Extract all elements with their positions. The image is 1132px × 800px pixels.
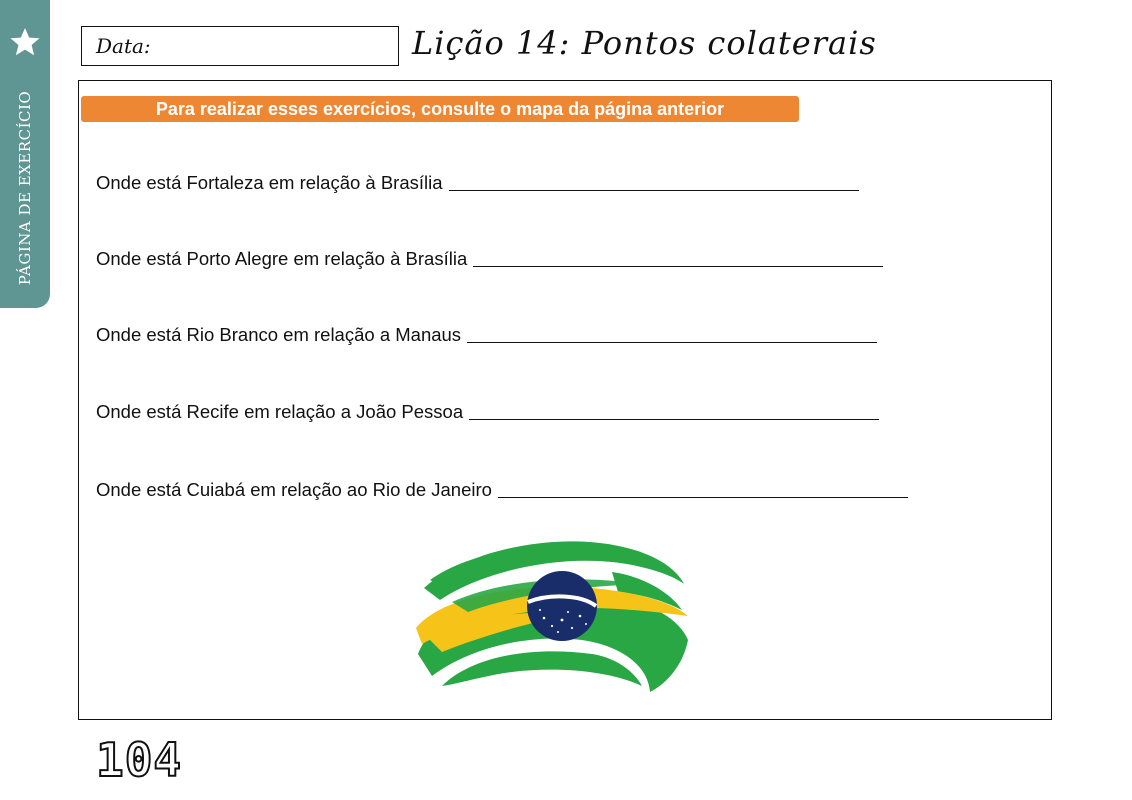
sidebar-label: PÁGINA DE EXERCÍCIO <box>16 90 34 286</box>
answer-line[interactable] <box>449 189 859 191</box>
instruction-banner: Para realizar esses exercícios, consulte o mapa da página anterior <box>81 96 799 122</box>
brazil-flag-brush-icon <box>412 536 696 696</box>
page-number: 104 <box>96 733 183 787</box>
page-title: Lição 14: Pontos colaterais <box>412 24 877 62</box>
question-text: Onde está Rio Branco em relação a Manaus <box>96 324 462 345</box>
star-icon <box>9 26 41 58</box>
date-field[interactable] <box>81 26 399 66</box>
question-5 <box>96 477 908 501</box>
question-2 <box>96 246 883 270</box>
answer-line[interactable] <box>469 418 879 420</box>
question-4 <box>96 399 879 423</box>
answer-line[interactable] <box>467 341 877 343</box>
date-label: Data: <box>96 34 151 58</box>
question-1 <box>96 170 859 194</box>
question-3 <box>96 322 877 346</box>
answer-line[interactable] <box>473 265 883 267</box>
answer-line[interactable] <box>498 496 908 498</box>
question-text: Onde está Fortaleza em relação à Brasília <box>96 172 443 193</box>
question-text: Onde está Recife em relação a João Pessoa <box>96 401 464 422</box>
sidebar-tab <box>0 0 50 308</box>
question-text: Onde está Porto Alegre em relação à Brasília <box>96 248 468 269</box>
question-text: Onde está Cuiabá em relação ao Rio de Janeiro <box>96 479 492 500</box>
